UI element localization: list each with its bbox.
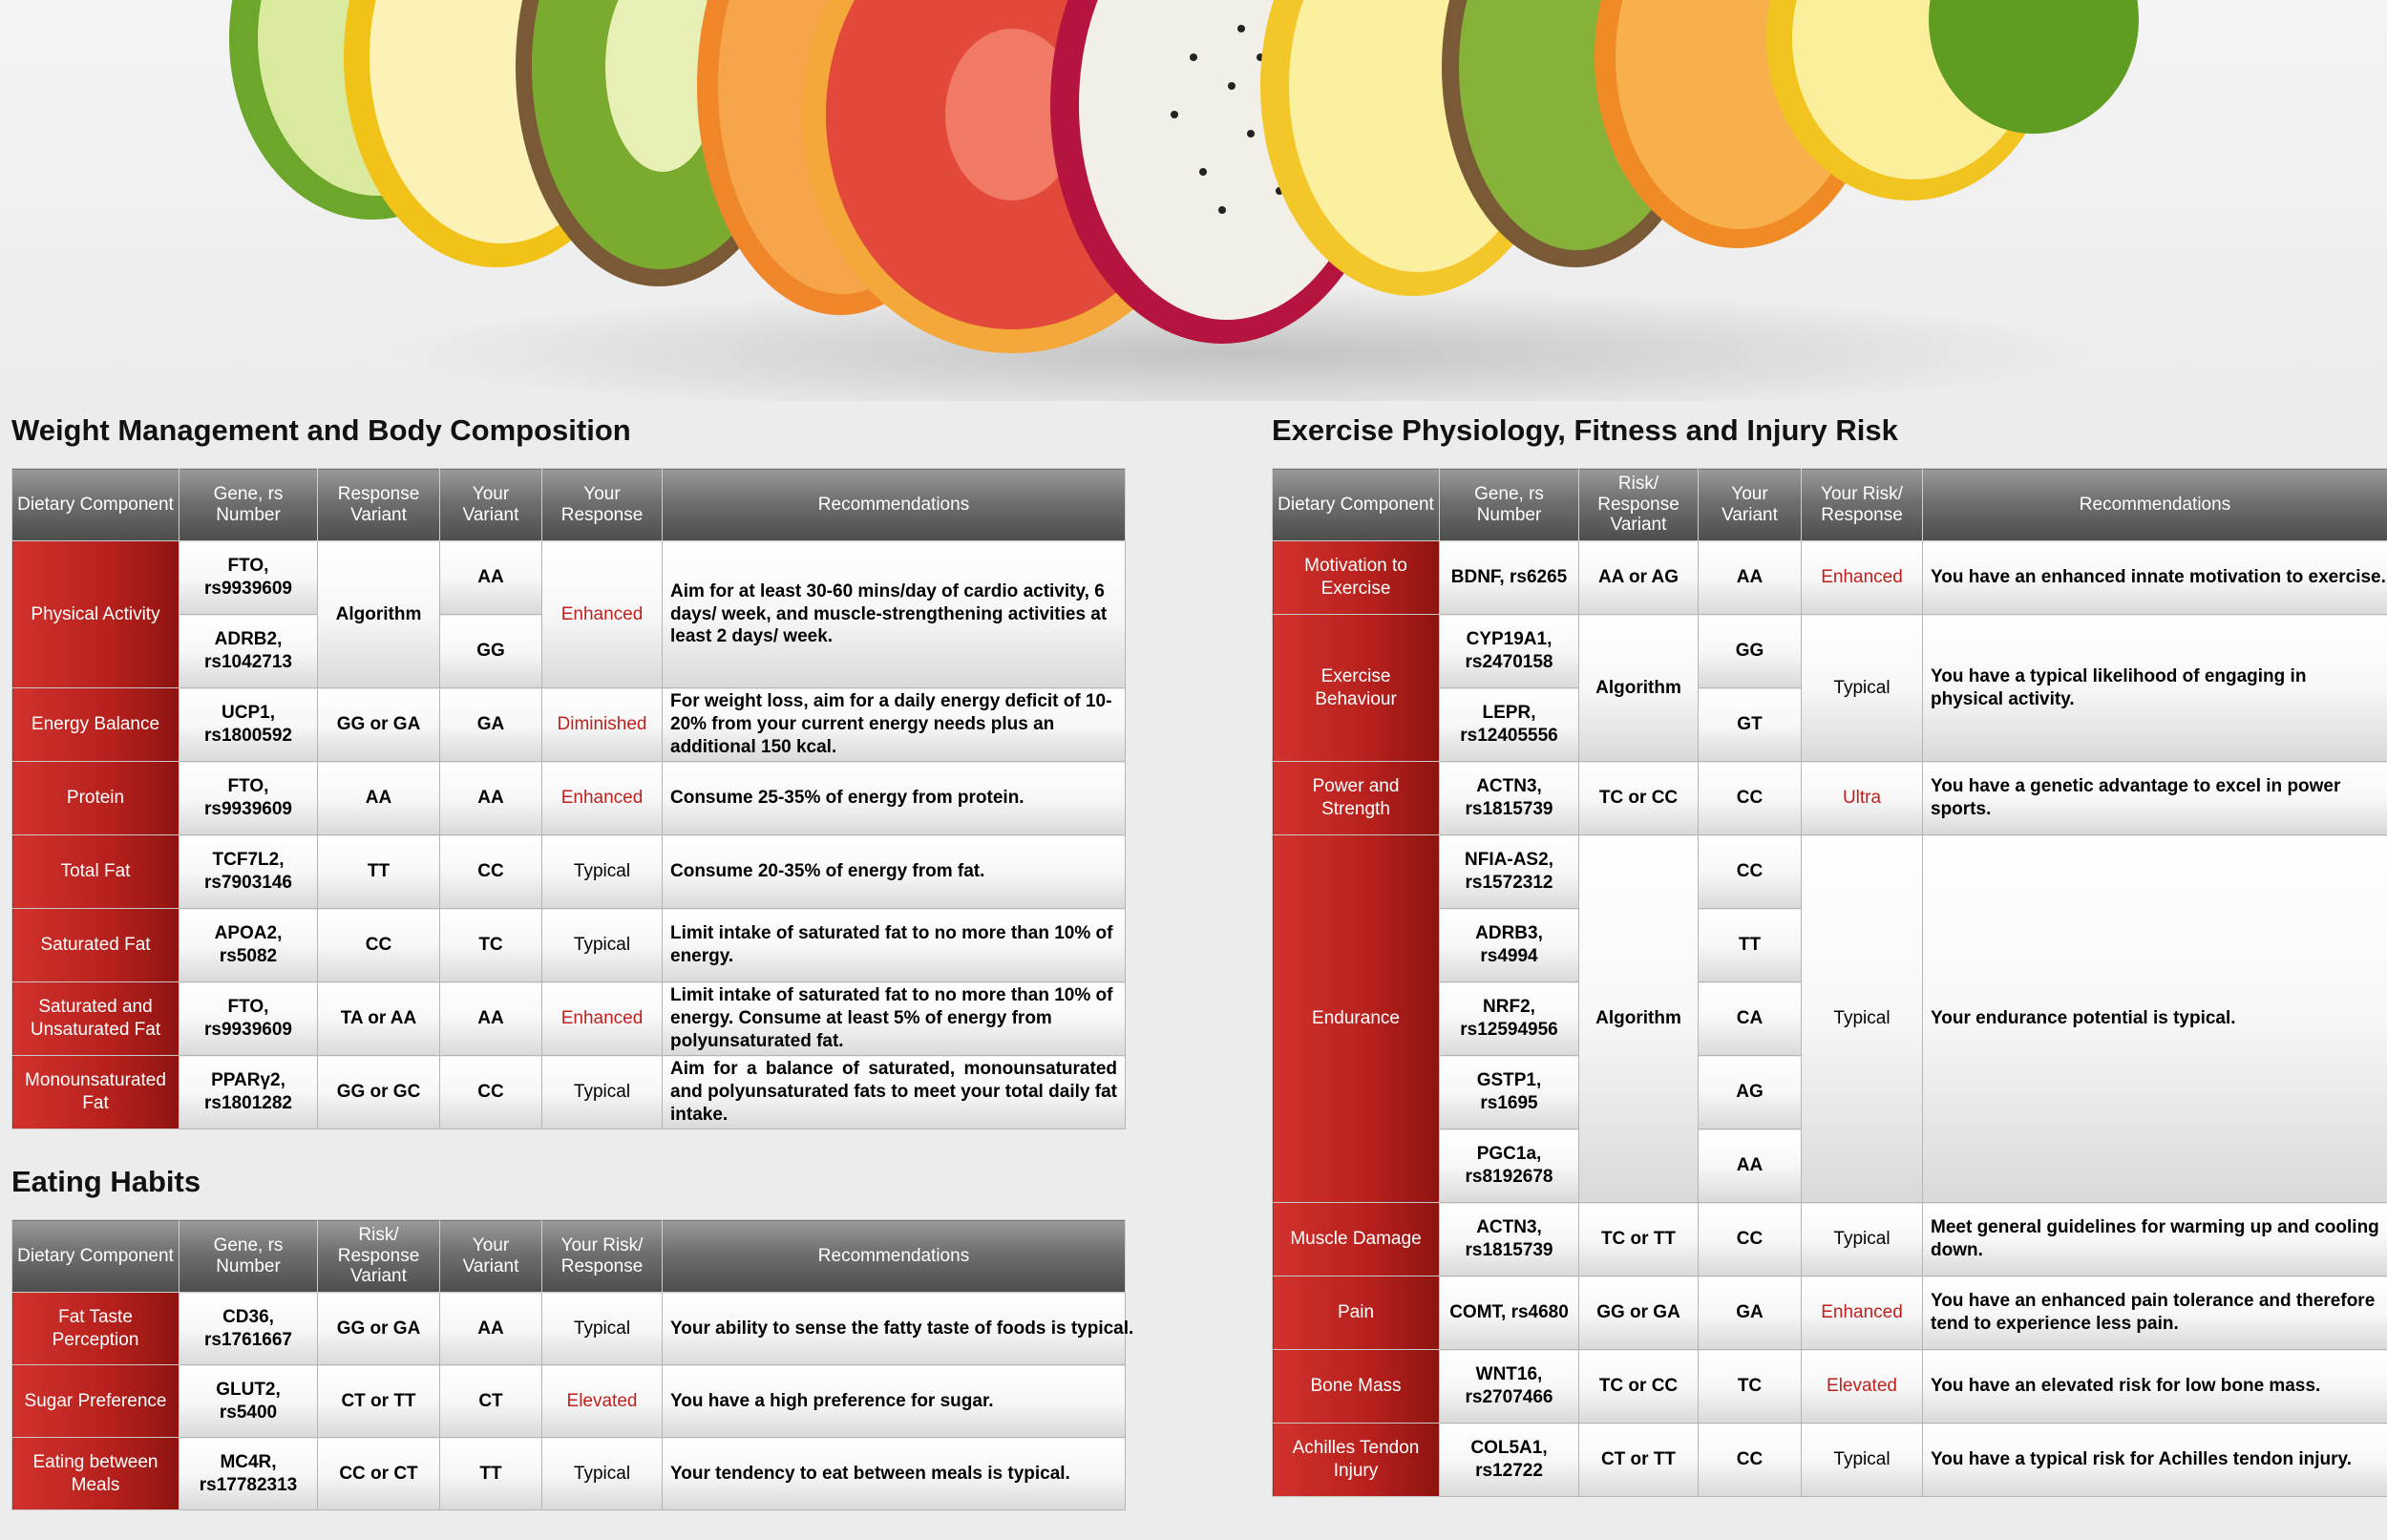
- table-row: [12, 1438, 1126, 1510]
- response-cell: Typical: [1802, 1424, 1923, 1497]
- header-recommendations: Recommendations: [663, 469, 1126, 541]
- gene-cell: WNT16, rs2707466: [1440, 1350, 1579, 1424]
- response-variant-cell: CT or TT: [1579, 1424, 1699, 1497]
- response-variant-cell: Algorithm: [318, 541, 440, 688]
- response-cell: Elevated: [1802, 1350, 1923, 1424]
- gene-cell: LEPR, rs12405556: [1440, 688, 1579, 762]
- header-dietary-component: Dietary Component: [12, 469, 180, 541]
- weight-management-table: [11, 468, 1126, 1129]
- gene-cell: GSTP1, rs1695: [1440, 1056, 1579, 1129]
- recommendation-cell: You have an enhanced innate motivation to exercise.: [1923, 541, 2387, 615]
- gene-cell: ACTN3, rs1815739: [1440, 1203, 1579, 1276]
- recommendation-cell: Your tendency to eat between meals is typical.: [663, 1438, 1126, 1510]
- header-recommendations: Recommendations: [663, 1220, 1126, 1293]
- header-recommendations: Recommendations: [1923, 469, 2387, 541]
- response-variant-cell: GG or GA: [1579, 1276, 1699, 1350]
- header-dietary-component: Dietary Component: [1273, 469, 1440, 541]
- response-variant-cell: TA or AA: [318, 982, 440, 1056]
- table-row: [12, 1293, 1126, 1365]
- variant-cell: CC: [440, 1056, 542, 1129]
- gene-cell: UCP1, rs1800592: [180, 688, 318, 762]
- exercise-physiology-table: [1272, 468, 2387, 1497]
- gene-cell: FTO, rs9939609: [180, 982, 318, 1056]
- recommendation-cell: You have a typical risk for Achilles tendon injury.: [1923, 1424, 2387, 1497]
- component-pain: Pain: [1273, 1276, 1440, 1350]
- response-cell: Typical: [1802, 835, 1923, 1203]
- table-row: [1273, 541, 2387, 615]
- response-variant-cell: GG or GC: [318, 1056, 440, 1129]
- response-variant-cell: Algorithm: [1579, 615, 1699, 762]
- variant-cell: CC: [1699, 762, 1802, 835]
- response-cell: Enhanced: [1802, 541, 1923, 615]
- gene-cell: COMT, rs4680: [1440, 1276, 1579, 1350]
- recommendation-cell: You have an elevated risk for low bone mass.: [1923, 1350, 2387, 1424]
- header-your-variant: Your Variant: [440, 1220, 542, 1293]
- recommendation-text: Your ability to sense the fatty taste of foods is typical.: [670, 1318, 1134, 1339]
- component-bone-mass: Bone Mass: [1273, 1350, 1440, 1424]
- table-row: [1273, 762, 2387, 835]
- response-variant-cell: GG or GA: [318, 688, 440, 762]
- recommendation-cell: Consume 25-35% of energy from protein.: [663, 762, 1126, 835]
- recommendation-cell: You have a high preference for sugar.: [663, 1365, 1126, 1438]
- gene-cell: COL5A1, rs12722: [1440, 1424, 1579, 1497]
- header-gene: Gene, rs Number: [180, 1220, 318, 1293]
- response-cell: Typical: [542, 1056, 663, 1129]
- gene-cell: ACTN3, rs1815739: [1440, 762, 1579, 835]
- header-risk-response-variant: Risk/ Response Variant: [318, 1220, 440, 1293]
- component-physical-activity: Physical Activity: [12, 541, 180, 688]
- variant-cell: TC: [1699, 1350, 1802, 1424]
- eating-habits-title: Eating Habits: [11, 1165, 201, 1198]
- variant-cell: GG: [440, 615, 542, 688]
- gene-cell: GLUT2, rs5400: [180, 1365, 318, 1438]
- component-sugar-preference: Sugar Preference: [12, 1365, 180, 1438]
- response-cell: Typical: [542, 909, 663, 982]
- component-fat-taste-perception: Fat Taste Perception: [12, 1293, 180, 1365]
- recommendation-cell: For weight loss, aim for a daily energy deficit of 10-20% from your current energy needs plus an additional 150 kcal.: [663, 688, 1126, 762]
- variant-cell: CC: [1699, 835, 1802, 909]
- gene-cell: MC4R, rs17782313: [180, 1438, 318, 1510]
- table-row: [12, 835, 1126, 909]
- variant-cell: AA: [440, 541, 542, 615]
- response-cell: Elevated: [542, 1365, 663, 1438]
- variant-cell: GA: [440, 688, 542, 762]
- recommendation-cell: You have an enhanced pain tolerance and therefore tend to experience less pain.: [1923, 1276, 2387, 1350]
- response-cell: Enhanced: [1802, 1276, 1923, 1350]
- response-cell: Typical: [542, 1293, 663, 1365]
- response-variant-cell: CC or CT: [318, 1438, 440, 1510]
- component-endurance: Endurance: [1273, 835, 1440, 1203]
- recommendation-cell: Aim for at least 30-60 mins/day of cardio activity, 6 days/ week, and muscle-strengthening activities at least 2 days/ week.: [663, 541, 1126, 688]
- recommendation-cell: You have a typical likelihood of engaging in physical activity.: [1923, 615, 2387, 762]
- variant-cell: AG: [1699, 1056, 1802, 1129]
- gene-cell: APOA2, rs5082: [180, 909, 318, 982]
- variant-cell: AA: [440, 982, 542, 1056]
- response-variant-cell: AA: [318, 762, 440, 835]
- response-cell: Typical: [1802, 1203, 1923, 1276]
- response-variant-cell: TC or TT: [1579, 1203, 1699, 1276]
- component-exercise-behaviour: Exercise Behaviour: [1273, 615, 1440, 762]
- recommendation-cell: Meet general guidelines for warming up and cooling down.: [1923, 1203, 2387, 1276]
- response-variant-cell: TC or CC: [1579, 762, 1699, 835]
- gene-cell: TCF7L2, rs7903146: [180, 835, 318, 909]
- table-row: [12, 762, 1126, 835]
- component-monounsaturated-fat: Monounsaturated Fat: [12, 1056, 180, 1129]
- header-your-risk-response: Your Risk/ Response: [542, 1220, 663, 1293]
- response-variant-cell: TC or CC: [1579, 1350, 1699, 1424]
- variant-cell: CC: [1699, 1424, 1802, 1497]
- response-cell: Typical: [542, 835, 663, 909]
- weight-management-title: Weight Management and Body Composition: [11, 413, 631, 447]
- component-eating-between-meals: Eating between Meals: [12, 1438, 180, 1510]
- response-cell: Ultra: [1802, 762, 1923, 835]
- recommendation-cell: [663, 1293, 1134, 1365]
- gene-cell: ADRB2, rs1042713: [180, 615, 318, 688]
- recommendation-cell: Limit intake of saturated fat to no more than 10% of energy.: [663, 909, 1126, 982]
- gene-cell: CD36, rs1761667: [180, 1293, 318, 1365]
- variant-cell: CT: [440, 1365, 542, 1438]
- component-achilles-tendon-injury: Achilles Tendon Injury: [1273, 1424, 1440, 1497]
- variant-cell: AA: [440, 1293, 542, 1365]
- response-variant-cell: TT: [318, 835, 440, 909]
- variant-cell: AA: [1699, 1129, 1802, 1203]
- component-motivation-to-exercise: Motivation to Exercise: [1273, 541, 1440, 615]
- header-gene: Gene, rs Number: [1440, 469, 1579, 541]
- component-saturated-fat: Saturated Fat: [12, 909, 180, 982]
- recommendation-cell: Consume 20-35% of energy from fat.: [663, 835, 1126, 909]
- response-cell: Typical: [1802, 615, 1923, 762]
- table-row: [1273, 1276, 2387, 1350]
- variant-cell: TT: [1699, 909, 1802, 982]
- gene-cell: BDNF, rs6265: [1440, 541, 1579, 615]
- header-response-variant: Response Variant: [318, 469, 440, 541]
- header-gene: Gene, rs Number: [180, 469, 318, 541]
- table-row: [1273, 1203, 2387, 1276]
- variant-cell: GG: [1699, 615, 1802, 688]
- response-cell: Enhanced: [542, 541, 663, 688]
- response-cell: Enhanced: [542, 982, 663, 1056]
- response-cell: Diminished: [542, 688, 663, 762]
- header-your-response: Your Response: [542, 469, 663, 541]
- table-row: [12, 1365, 1126, 1438]
- variant-cell: GA: [1699, 1276, 1802, 1350]
- gene-cell: NFIA-AS2, rs1572312: [1440, 835, 1579, 909]
- gene-cell: PGC1a, rs8192678: [1440, 1129, 1579, 1203]
- gene-cell: CYP19A1, rs2470158: [1440, 615, 1579, 688]
- hero-fruit-image: [0, 0, 2387, 401]
- response-variant-cell: AA or AG: [1579, 541, 1699, 615]
- eating-habits-table: [11, 1219, 1134, 1510]
- response-cell: Typical: [542, 1438, 663, 1510]
- response-variant-cell: Algorithm: [1579, 835, 1699, 1203]
- component-saturated-unsaturated-fat: Saturated and Unsaturated Fat: [12, 982, 180, 1056]
- component-protein: Protein: [12, 762, 180, 835]
- variant-cell: CC: [1699, 1203, 1802, 1276]
- exercise-physiology-title: Exercise Physiology, Fitness and Injury Risk: [1272, 413, 1898, 447]
- variant-cell: CC: [440, 835, 542, 909]
- header-your-variant: Your Variant: [440, 469, 542, 541]
- component-energy-balance: Energy Balance: [12, 688, 180, 762]
- variant-cell: TT: [440, 1438, 542, 1510]
- gene-cell: ADRB3, rs4994: [1440, 909, 1579, 982]
- table-row: [12, 909, 1126, 982]
- table-row: [1273, 615, 2387, 688]
- variant-cell: GT: [1699, 688, 1802, 762]
- recommendation-cell: Your endurance potential is typical.: [1923, 835, 2387, 1203]
- component-total-fat: Total Fat: [12, 835, 180, 909]
- table-row: [12, 982, 1126, 1056]
- component-power-and-strength: Power and Strength: [1273, 762, 1440, 835]
- gene-cell: PPARγ2, rs1801282: [180, 1056, 318, 1129]
- recommendation-cell: Limit intake of saturated fat to no more than 10% of energy. Consume at least 5% of energy from polyunsaturated fat.: [663, 982, 1126, 1056]
- variant-cell: AA: [440, 762, 542, 835]
- response-cell: Enhanced: [542, 762, 663, 835]
- table-row: [1273, 835, 2387, 909]
- header-your-risk-response: Your Risk/ Response: [1802, 469, 1923, 541]
- response-variant-cell: CC: [318, 909, 440, 982]
- response-variant-cell: GG or GA: [318, 1293, 440, 1365]
- table-row: [12, 541, 1126, 615]
- variant-cell: TC: [440, 909, 542, 982]
- gene-cell: NRF2, rs12594956: [1440, 982, 1579, 1056]
- gene-cell: FTO, rs9939609: [180, 762, 318, 835]
- header-dietary-component: Dietary Component: [12, 1220, 180, 1293]
- table-row: [12, 1056, 1126, 1129]
- variant-cell: AA: [1699, 541, 1802, 615]
- recommendation-cell: You have a genetic advantage to excel in power sports.: [1923, 762, 2387, 835]
- table-row: [1273, 1424, 2387, 1497]
- header-risk-response-variant: Risk/ Response Variant: [1579, 469, 1699, 541]
- gene-cell: FTO, rs9939609: [180, 541, 318, 615]
- component-muscle-damage: Muscle Damage: [1273, 1203, 1440, 1276]
- table-row: [12, 688, 1126, 762]
- variant-cell: CA: [1699, 982, 1802, 1056]
- header-your-variant: Your Variant: [1699, 469, 1802, 541]
- recommendation-cell: Aim for a balance of saturated, monounsaturated and polyunsaturated fats to meet your total daily fat intake.: [663, 1056, 1126, 1129]
- table-row: [1273, 1350, 2387, 1424]
- response-variant-cell: CT or TT: [318, 1365, 440, 1438]
